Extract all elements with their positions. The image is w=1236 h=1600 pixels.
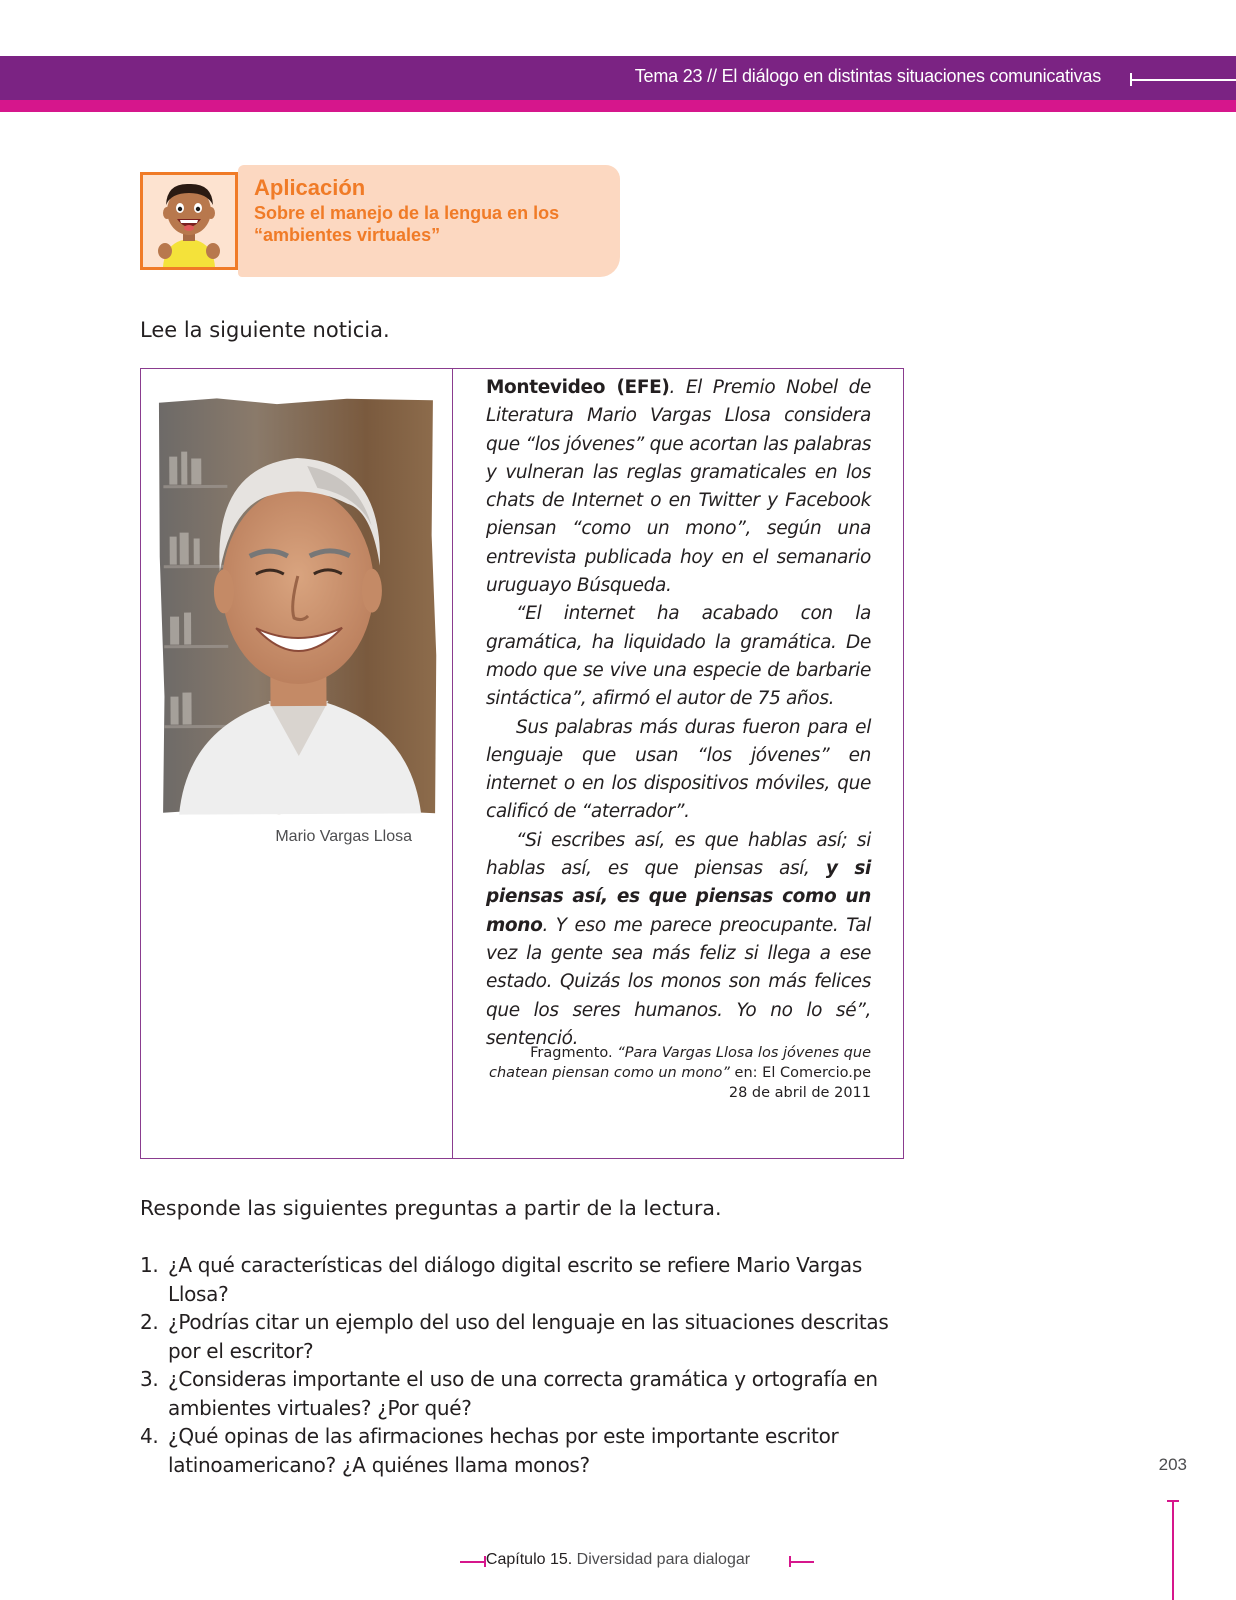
source-title: “Para Vargas Llosa los jóvenes que chatean piensan como un mono” <box>489 1045 871 1081</box>
photo-caption: Mario Vargas Llosa <box>275 828 412 845</box>
source-date: 28 de abril de 2011 <box>728 1085 871 1101</box>
page-number: 203 <box>1158 1455 1187 1474</box>
student-mascot-icon <box>140 172 238 270</box>
question-number: 2. <box>140 1310 159 1334</box>
quote-end: . Y eso me parece preocupante. Tal vez la gente sea más feliz si llega a ese estado. Quizás los monos son más felices que los seres humanos. Yo no lo sé”, sentenció. <box>486 914 871 1049</box>
article-source <box>486 1043 871 1103</box>
application-subtitle: Sobre el manejo de la lengua en los “ambientes virtuales” <box>254 203 560 245</box>
page-footer <box>0 1551 1236 1569</box>
article-paragraph: “El internet ha acabado con la gramática, ha liquidado la gramática. De modo que se vive una especie de barbarie sintáctica”, afirmó el autor de 75 años. <box>486 603 871 710</box>
question-item <box>140 1308 910 1365</box>
article-paragraph <box>486 827 871 1053</box>
source-prefix: Fragmento. <box>530 1045 618 1061</box>
question-item <box>140 1251 910 1308</box>
question-item <box>140 1365 910 1422</box>
header-accent-stripe <box>0 100 1236 112</box>
questions-instruction: Responde las siguientes preguntas a partir de la lectura. <box>140 1196 722 1220</box>
footer-title: Diversidad para dialogar <box>572 1551 751 1568</box>
article-dateline: Montevideo (EFE) <box>486 377 670 398</box>
question-text: ¿A qué características del diálogo digital escrito se refiere Mario Vargas Llosa? <box>168 1253 862 1306</box>
side-rule <box>1172 1500 1174 1600</box>
article-paragraph <box>486 374 871 600</box>
page-header-title: Tema 23 // El diálogo en distintas situaciones comunicativas <box>634 66 1101 86</box>
side-rule-tick <box>1167 1500 1179 1502</box>
question-list <box>140 1251 910 1479</box>
question-number: 1. <box>140 1253 159 1277</box>
footer-rule-right-tick <box>789 1556 791 1567</box>
question-item <box>140 1422 910 1479</box>
question-number: 4. <box>140 1424 159 1448</box>
quote-start: “Si escribes así, es que hablas así; si hablas así, es que piensas así, <box>486 829 871 880</box>
article-paragraph: Sus palabras más duras fueron para el lenguaje que usan “los jóvenes” en internet o en los dispositivos móviles, que calificó de “aterrador”. <box>486 716 871 823</box>
header-rule-tick <box>1130 73 1132 86</box>
article-lead: . El Premio Nobel de Literatura Mario Vargas Llosa considera que “los jóvenes” que acortan las palabras y vulneran las reglas gramaticales en los chats de Internet o en Twitter y Facebook piensan “como un mono”, según una entrevista publicada hoy en el semanario uruguayo Búsqueda. <box>486 377 871 597</box>
question-text: ¿Podrías citar un ejemplo del uso del lenguaje en las situaciones descritas por el escritor? <box>168 1310 889 1363</box>
author-photo <box>157 395 439 816</box>
intro-instruction: Lee la siguiente noticia. <box>140 318 390 342</box>
source-site: en: El Comercio.pe <box>729 1065 871 1081</box>
question-text: ¿Consideras importante el uso de una correcta gramática y ortografía en ambientes virtuales? ¿Por qué? <box>168 1367 878 1420</box>
question-number: 3. <box>140 1367 159 1391</box>
news-article <box>486 374 871 1053</box>
header-rule <box>1131 79 1236 81</box>
footer-rule-right <box>789 1561 814 1563</box>
question-text: ¿Qué opinas de las afirmaciones hechas por este importante escritor latinoamericano? ¿A quiénes llama monos? <box>168 1424 839 1477</box>
application-title: Aplicación <box>254 175 366 200</box>
quote-highlight: y si piensas así, es que piensas como un mono <box>486 858 871 936</box>
footer-chapter: Capítulo 15. <box>485 1551 573 1568</box>
news-box-divider <box>452 368 453 1159</box>
